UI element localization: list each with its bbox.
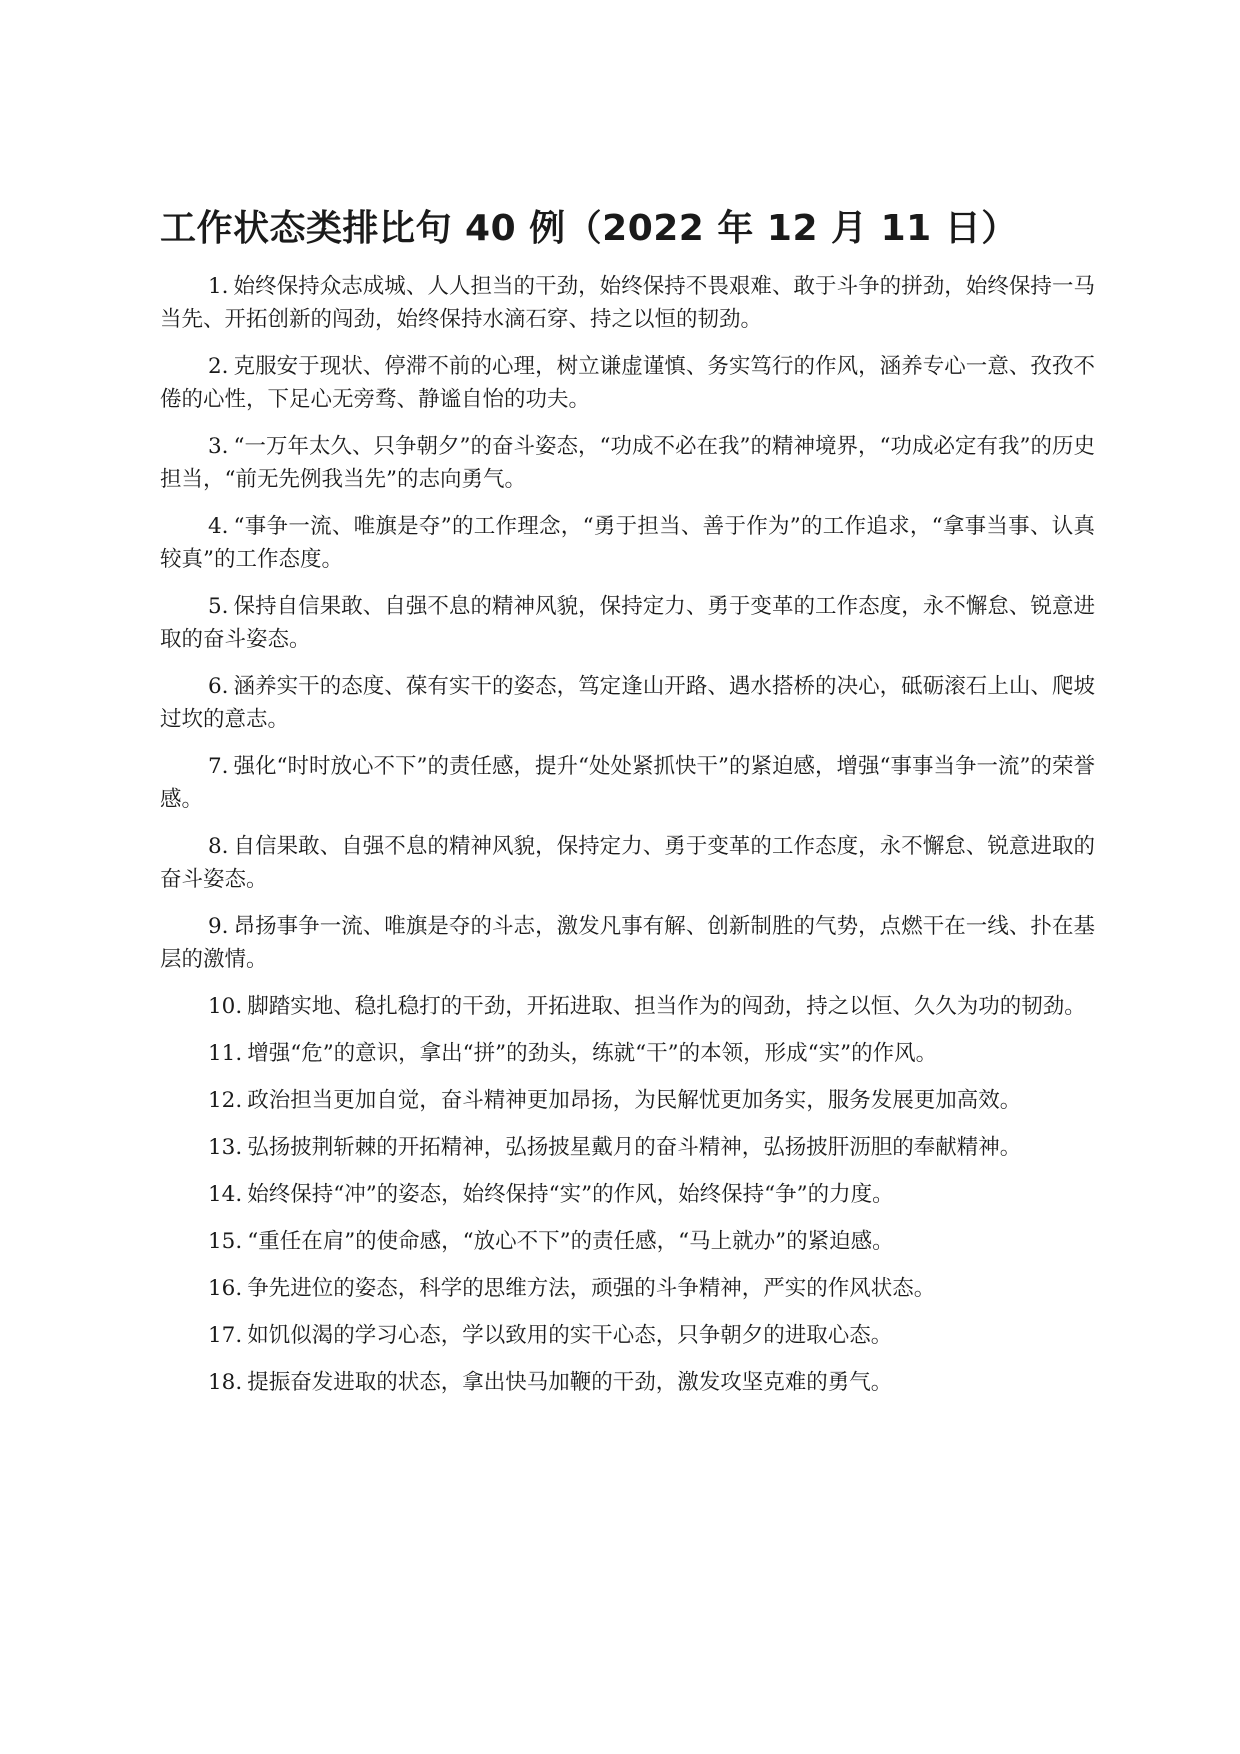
- list-item: [160, 1178, 1095, 1211]
- item-number: 14.: [208, 1182, 243, 1207]
- item-text: 弘扬披荆斩棘的开拓精神，弘扬披星戴月的奋斗精神，弘扬披肝沥胆的奉献精神。: [247, 1135, 1022, 1160]
- list-item: [160, 670, 1095, 736]
- item-text: 昂扬事争一流、唯旗是夺的斗志，激发凡事有解、创新制胜的气势，点燃干在一线、扑在基层的激情。: [160, 914, 1095, 972]
- document-title: 工作状态类排比句 40 例（2022 年 12 月 11 日）: [160, 208, 1018, 249]
- item-text: 自信果敢、自强不息的精神风貌，保持定力、勇于变革的工作态度，永不懈怠、锐意进取的奋斗姿态。: [160, 834, 1095, 892]
- item-text: 克服安于现状、停滞不前的心理，树立谦虚谨慎、务实笃行的作风，涵养专心一意、孜孜不倦的心性，下足心无旁骛、静谧自怡的功夫。: [160, 354, 1095, 412]
- item-number: 1.: [208, 274, 229, 299]
- list-item: [160, 510, 1095, 576]
- item-number: 11.: [208, 1041, 243, 1066]
- list-item: [160, 350, 1095, 416]
- list-item: [160, 830, 1095, 896]
- item-text: 始终保持“冲”的姿态，始终保持“实”的作风，始终保持“争”的力度。: [247, 1182, 894, 1207]
- item-number: 15.: [208, 1229, 243, 1254]
- list-item: [160, 590, 1095, 656]
- list-item: [160, 910, 1095, 976]
- list-item: [160, 1272, 1095, 1305]
- item-number: 4.: [208, 514, 229, 539]
- list-item: [160, 1131, 1095, 1164]
- list-item: [160, 1084, 1095, 1117]
- item-text: 保持自信果敢、自强不息的精神风貌，保持定力、勇于变革的工作态度，永不懈怠、锐意进取的奋斗姿态。: [160, 594, 1095, 652]
- item-number: 17.: [208, 1323, 243, 1348]
- list-item: [160, 1319, 1095, 1352]
- item-text: 争先进位的姿态，科学的思维方法，顽强的斗争精神，严实的作风状态。: [247, 1276, 936, 1301]
- item-number: 7.: [208, 754, 229, 779]
- item-number: 8.: [208, 834, 229, 859]
- list-item: [160, 430, 1095, 496]
- item-number: 5.: [208, 594, 229, 619]
- item-number: 6.: [208, 674, 229, 699]
- item-text: 增强“危”的意识，拿出“拼”的劲头，练就“干”的本领，形成“实”的作风。: [247, 1041, 938, 1066]
- item-text: 涵养实干的态度、葆有实干的姿态，笃定逢山开路、遇水搭桥的决心，砥砺滚石上山、爬坡过坎的意志。: [160, 674, 1095, 732]
- item-text: 如饥似渴的学习心态，学以致用的实干心态，只争朝夕的进取心态。: [247, 1323, 893, 1348]
- item-text: 政治担当更加自觉，奋斗精神更加昂扬，为民解忧更加务实，服务发展更加高效。: [247, 1088, 1022, 1113]
- item-text: 提振奋发进取的状态，拿出快马加鞭的干劲，激发攻坚克难的勇气。: [247, 1370, 893, 1395]
- list-item: [160, 1225, 1095, 1258]
- item-number: 16.: [208, 1276, 243, 1301]
- item-text: 始终保持众志成城、人人担当的干劲，始终保持不畏艰难、敢于斗争的拼劲，始终保持一马当先、开拓创新的闯劲，始终保持水滴石穿、持之以恒的韧劲。: [160, 274, 1095, 332]
- item-number: 9.: [208, 914, 229, 939]
- item-number: 13.: [208, 1135, 243, 1160]
- item-number: 18.: [208, 1370, 243, 1395]
- list-item: [160, 1366, 1095, 1399]
- item-number: 3.: [208, 434, 229, 459]
- list-item: [160, 1037, 1095, 1070]
- list-item: [160, 990, 1095, 1023]
- list-item: [160, 270, 1095, 336]
- item-text: 强化“时时放心不下”的责任感，提升“处处紧抓快干”的紧迫感，增强“事事当争一流”的荣誉感。: [160, 754, 1095, 812]
- item-number: 12.: [208, 1088, 243, 1113]
- item-text: “一万年太久、只争朝夕”的奋斗姿态，“功成不必在我”的精神境界，“功成必定有我”的历史担当，“前无先例我当先”的志向勇气。: [160, 434, 1095, 492]
- sentence-list: [160, 270, 1095, 1413]
- item-number: 10.: [208, 994, 243, 1019]
- item-number: 2.: [208, 354, 229, 379]
- item-text: 脚踏实地、稳扎稳打的干劲，开拓进取、担当作为的闯劲，持之以恒、久久为功的韧劲。: [247, 994, 1086, 1019]
- list-item: [160, 750, 1095, 816]
- item-text: “重任在肩”的使命感，“放心不下”的责任感，“马上就办”的紧迫感。: [247, 1229, 894, 1254]
- item-text: “事争一流、唯旗是夺”的工作理念，“勇于担当、善于作为”的工作追求，“拿事当事、认真较真”的工作态度。: [160, 514, 1095, 572]
